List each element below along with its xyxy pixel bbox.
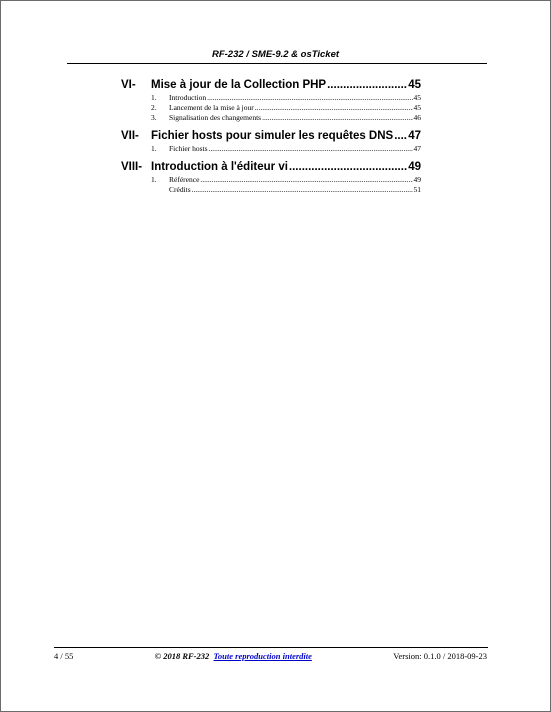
reproduction-notice-link[interactable]: Toute reproduction interdite [213, 651, 312, 661]
toc-entry[interactable] [121, 113, 421, 123]
copyright-text: © 2018 RF-232 [154, 651, 210, 661]
toc-section-number: VII- [121, 130, 139, 142]
toc-section-viii [121, 160, 421, 195]
toc-section-title: Introduction à l'éditeur vi [151, 161, 288, 173]
toc-entry-number: 1. [151, 93, 157, 102]
toc-entry[interactable] [121, 185, 421, 195]
table-of-contents [121, 78, 421, 201]
toc-entry-page: 45 [413, 93, 421, 102]
toc-section-heading[interactable] [121, 160, 421, 175]
toc-leader-dots [192, 185, 413, 195]
toc-section-page: 49 [408, 161, 421, 173]
toc-entry-number: 2. [151, 103, 157, 112]
toc-section-number: VIII- [121, 161, 143, 173]
toc-entry-title: Lancement de la mise à jour [169, 103, 254, 112]
header-divider [67, 63, 487, 64]
toc-entry-page: 51 [413, 185, 421, 194]
toc-entry-number: 3. [151, 113, 157, 122]
toc-entry-page: 49 [413, 175, 421, 184]
version-info: Version: 0.1.0 / 2018-09-23 [393, 651, 487, 661]
page-header-title: RF-232 / SME-9.2 & osTicket [211, 49, 340, 60]
toc-entry-title: Signalisation des changements [169, 113, 262, 122]
toc-section-title: Mise à jour de la Collection PHP [151, 79, 327, 91]
toc-entry-page: 47 [413, 144, 421, 153]
toc-section-number: VI- [121, 79, 136, 91]
toc-section-page: 45 [408, 79, 421, 91]
toc-leader-dots [289, 160, 407, 175]
toc-entry[interactable] [121, 144, 421, 154]
toc-leader-dots [394, 129, 407, 144]
toc-entry-title: Crédits [169, 185, 191, 194]
toc-leader-dots [200, 175, 412, 185]
toc-section-title: Fichier hosts pour simuler les requêtes DNS [151, 130, 394, 142]
page-footer [54, 651, 487, 661]
toc-leader-dots [327, 78, 407, 93]
toc-entry-number: 1. [151, 144, 157, 153]
toc-section-vi [121, 78, 421, 123]
toc-entry-page: 45 [413, 103, 421, 112]
toc-section-page: 47 [408, 130, 421, 142]
toc-entry-page: 46 [413, 113, 421, 122]
toc-section-heading[interactable] [121, 78, 421, 93]
toc-entry-title: Référence [169, 175, 200, 184]
toc-entry[interactable] [121, 103, 421, 113]
toc-section-heading[interactable] [121, 129, 421, 144]
copyright-notice [155, 651, 312, 661]
toc-leader-dots [209, 144, 413, 154]
toc-entry[interactable] [121, 175, 421, 185]
toc-section-vii [121, 129, 421, 154]
toc-entry-title: Introduction [169, 93, 207, 102]
toc-entry[interactable] [121, 93, 421, 103]
footer-divider [54, 647, 488, 648]
toc-leader-dots [255, 103, 413, 113]
toc-leader-dots [262, 113, 412, 123]
toc-entry-title: Fichier hosts [169, 144, 208, 153]
toc-entry-number: 1. [151, 175, 157, 184]
page-indicator: 4 / 55 [54, 651, 74, 661]
toc-leader-dots [207, 93, 412, 103]
